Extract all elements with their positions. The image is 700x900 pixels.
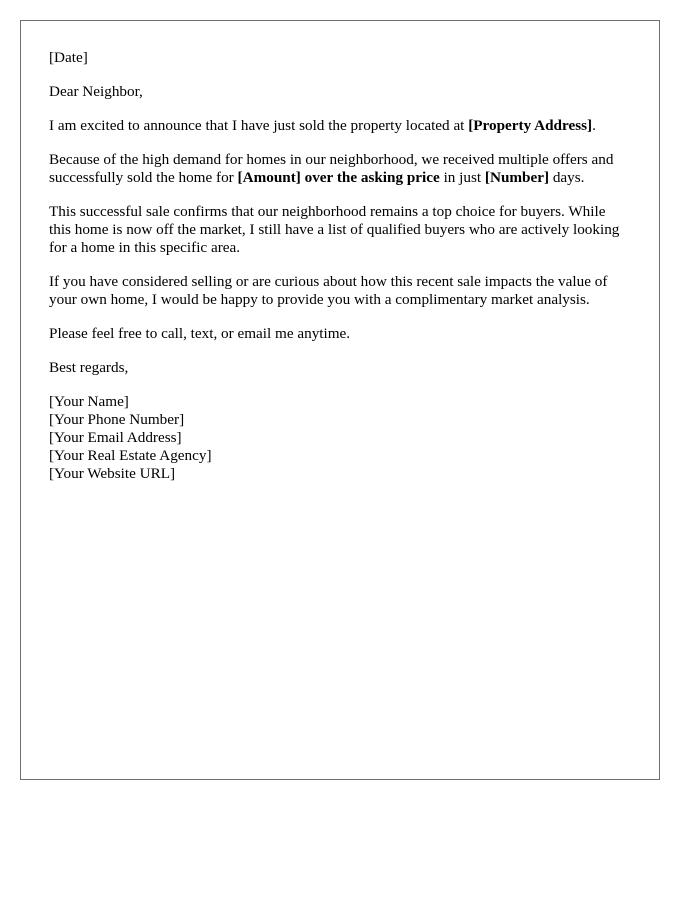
signature-agency: [Your Real Estate Agency] bbox=[49, 447, 212, 464]
letter-paragraph-announcement bbox=[49, 117, 627, 135]
letter-closing: Best regards, bbox=[49, 359, 129, 376]
announcement-text: I am excited to announce that I have just sold the property located at bbox=[49, 117, 469, 134]
signature-email: [Your Email Address] bbox=[49, 429, 182, 446]
signature-block bbox=[49, 393, 627, 483]
announcement-end: . bbox=[592, 117, 596, 134]
signature-name: [Your Name] bbox=[49, 393, 129, 410]
signature-website: [Your Website URL] bbox=[49, 465, 176, 482]
letter-paragraph-buyers: This successful sale confirms that our neighborhood remains a top choice for buyers. While this home is now off the market, I still have a list of qualified buyers who are actively looking for a home in this specific area. bbox=[49, 203, 620, 256]
signature-phone: [Your Phone Number] bbox=[49, 411, 185, 428]
amount-placeholder: [Amount] over the asking price bbox=[237, 169, 440, 186]
days-number-placeholder: [Number] bbox=[484, 169, 550, 186]
sale-details-middle: in just bbox=[439, 169, 485, 186]
letter-paragraph-contact: Please feel free to call, text, or email me anytime. bbox=[49, 325, 351, 342]
letter-salutation: Dear Neighbor, bbox=[49, 83, 143, 100]
sale-details-end: days. bbox=[549, 169, 585, 186]
letter-paragraph-sale-details bbox=[49, 151, 627, 187]
property-address-placeholder: [Property Address] bbox=[468, 117, 593, 134]
letter-body bbox=[49, 49, 627, 483]
letter-frame bbox=[20, 20, 660, 780]
letter-date: [Date] bbox=[49, 49, 88, 66]
letter-paragraph-market-analysis: If you have considered selling or are curious about how this recent sale impacts the value of your own home, I would be happy to provide you with a complimentary market analysis. bbox=[49, 273, 608, 308]
sale-details-text: Because of the high demand for homes in our neighborhood, we received multiple offers and successfully sold the home for bbox=[49, 151, 614, 186]
